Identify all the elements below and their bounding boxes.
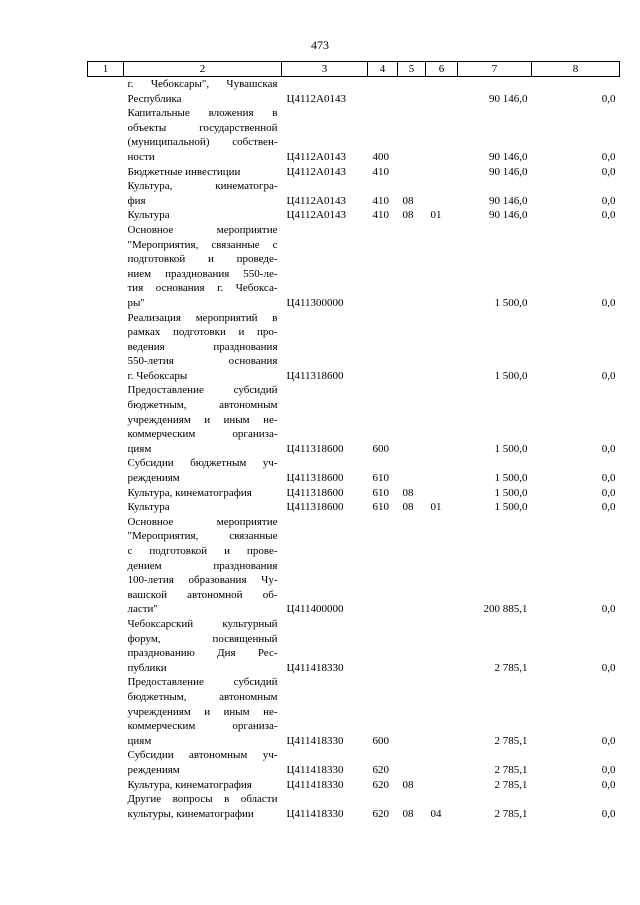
name-line: ведения празднования bbox=[127, 340, 278, 353]
table-header bbox=[88, 62, 620, 77]
cell-code: Ц411418330 bbox=[286, 778, 344, 791]
name-line: коммерческим организа- bbox=[127, 428, 278, 441]
name-line: Предоставление субсидий bbox=[127, 676, 278, 689]
name-line: нием празднования 550-ле- bbox=[127, 267, 278, 280]
cell-empty bbox=[88, 486, 124, 501]
cell-code: Ц4112А0143 bbox=[286, 194, 346, 207]
name-line: Бюджетные инвестиции bbox=[127, 165, 241, 178]
cell-pr: 01 bbox=[430, 209, 442, 222]
cell-vr: 610 bbox=[372, 501, 389, 514]
cell-pr bbox=[426, 165, 458, 180]
cell-name bbox=[124, 486, 282, 501]
cell-empty bbox=[88, 500, 124, 515]
name-line: с подготовкой и прове- bbox=[127, 545, 278, 557]
cell-name bbox=[124, 778, 282, 793]
table-row bbox=[88, 617, 620, 675]
cell-pr: 01 bbox=[430, 501, 442, 514]
cell-empty bbox=[88, 165, 124, 180]
cell-rz: 08 bbox=[402, 194, 414, 207]
budget-table bbox=[87, 61, 620, 821]
cell-pr bbox=[426, 106, 458, 164]
cell-rz bbox=[398, 165, 426, 180]
cell-empty bbox=[88, 311, 124, 384]
table-row bbox=[88, 179, 620, 208]
cell-vr bbox=[368, 311, 398, 384]
name-line: Другие вопросы в области bbox=[127, 793, 278, 806]
cell-name bbox=[124, 383, 282, 456]
name-line: циям bbox=[127, 442, 152, 455]
cell-empty bbox=[88, 208, 124, 223]
cell-rz: 08 bbox=[402, 486, 414, 499]
cell-pr bbox=[426, 383, 458, 456]
cell-sum-2: 0,0 bbox=[601, 150, 616, 163]
cell-vr: 620 bbox=[372, 807, 389, 820]
cell-empty bbox=[88, 792, 124, 821]
cell-pr bbox=[426, 515, 458, 617]
table-row bbox=[88, 106, 620, 164]
cell-sum-2: 0,0 bbox=[601, 442, 616, 455]
cell-code: Ц411400000 bbox=[286, 603, 344, 616]
name-line: дением празднования bbox=[127, 559, 278, 572]
cell-pr bbox=[426, 456, 458, 485]
column-header: 6 bbox=[426, 62, 458, 77]
name-line: коммерческим организа- bbox=[127, 720, 278, 733]
cell-vr: 400 bbox=[372, 150, 389, 163]
cell-name bbox=[124, 223, 282, 311]
cell-code: Ц4112А0143 bbox=[286, 209, 346, 222]
cell-empty bbox=[88, 617, 124, 675]
name-line: бюджетным, автономным bbox=[127, 690, 278, 703]
column-header: 3 bbox=[282, 62, 368, 77]
cell-sum-2: 0,0 bbox=[601, 472, 616, 485]
cell-vr: 620 bbox=[372, 778, 389, 791]
cell-code: Ц411318600 bbox=[286, 369, 344, 382]
name-line: публики bbox=[127, 661, 167, 674]
cell-rz: 08 bbox=[402, 778, 414, 791]
cell-sum-2: 0,0 bbox=[601, 603, 616, 616]
cell-code: Ц411418330 bbox=[286, 807, 344, 820]
cell-empty bbox=[88, 675, 124, 748]
name-line: учреждениям и иным не- bbox=[127, 705, 278, 718]
name-line: (муниципальной) собствен- bbox=[127, 136, 278, 149]
cell-sum-1: 2 785,1 bbox=[494, 763, 528, 776]
name-line: циям bbox=[127, 734, 152, 747]
cell-vr bbox=[368, 515, 398, 617]
cell-code: Ц411418330 bbox=[286, 763, 344, 776]
name-line: вашской автономной об- bbox=[127, 588, 278, 601]
name-line: Культура, кинематография bbox=[127, 486, 252, 499]
cell-sum-1: 90 146,0 bbox=[489, 92, 528, 105]
cell-sum-1: 1 500,0 bbox=[494, 501, 528, 514]
cell-code: Ц411318600 bbox=[286, 501, 344, 514]
name-line: ласти" bbox=[127, 603, 158, 616]
cell-code: Ц4112А0143 bbox=[286, 92, 346, 105]
name-line: учреждениям и иным не- bbox=[127, 413, 278, 426]
cell-sum-1: 90 146,0 bbox=[489, 150, 528, 163]
cell-code: Ц411300000 bbox=[286, 296, 344, 309]
cell-name bbox=[124, 515, 282, 617]
cell-code: Ц411318600 bbox=[286, 472, 344, 485]
cell-sum-1: 2 785,1 bbox=[494, 807, 528, 820]
table-row bbox=[88, 778, 620, 793]
cell-pr bbox=[426, 311, 458, 384]
cell-name bbox=[124, 311, 282, 384]
cell-empty bbox=[88, 778, 124, 793]
table-row bbox=[88, 486, 620, 501]
cell-code: Ц411418330 bbox=[286, 734, 344, 747]
cell-sum-2: 0,0 bbox=[601, 763, 616, 776]
table-row bbox=[88, 500, 620, 515]
cell-empty bbox=[88, 748, 124, 777]
cell-name bbox=[124, 179, 282, 208]
cell-rz bbox=[398, 675, 426, 748]
cell-sum-2: 0,0 bbox=[601, 734, 616, 747]
name-line: г. Чебоксары", Чувашская bbox=[127, 78, 278, 90]
name-line: Реализация мероприятий в bbox=[127, 311, 278, 324]
cell-rz bbox=[398, 77, 426, 107]
cell-sum-2: 0,0 bbox=[601, 778, 616, 791]
name-line: 550-летия основания bbox=[127, 355, 278, 368]
table-row bbox=[88, 208, 620, 223]
cell-sum-2: 0,0 bbox=[601, 369, 616, 382]
column-header: 1 bbox=[88, 62, 124, 77]
name-line: бюджетным, автономным bbox=[127, 399, 278, 412]
column-header: 7 bbox=[458, 62, 532, 77]
cell-sum-1: 2 785,1 bbox=[494, 661, 528, 674]
cell-rz: 08 bbox=[402, 501, 414, 514]
cell-sum-1: 90 146,0 bbox=[489, 209, 528, 222]
cell-empty bbox=[88, 223, 124, 311]
table-row bbox=[88, 456, 620, 485]
table-row bbox=[88, 675, 620, 748]
name-line: Культура, кинематография bbox=[127, 778, 252, 791]
table-row bbox=[88, 311, 620, 384]
page-number: 473 bbox=[311, 38, 329, 52]
cell-name bbox=[124, 792, 282, 821]
name-line: культуры, кинематографии bbox=[127, 807, 254, 820]
table-row bbox=[88, 748, 620, 777]
name-line: объекты государственной bbox=[127, 121, 278, 134]
name-line: Субсидии бюджетным уч- bbox=[127, 457, 278, 470]
cell-name bbox=[124, 208, 282, 223]
name-line: реждениям bbox=[127, 763, 180, 776]
cell-sum-1: 1 500,0 bbox=[494, 472, 528, 485]
cell-code: Ц411318600 bbox=[286, 486, 344, 499]
cell-empty bbox=[88, 106, 124, 164]
cell-rz bbox=[398, 748, 426, 777]
name-line: Чебоксарский культурный bbox=[127, 617, 278, 630]
cell-name bbox=[124, 675, 282, 748]
cell-vr bbox=[368, 77, 398, 107]
cell-sum-2: 0,0 bbox=[601, 92, 616, 105]
cell-vr: 600 bbox=[372, 734, 389, 747]
cell-rz bbox=[398, 106, 426, 164]
cell-sum-2: 0,0 bbox=[601, 194, 616, 207]
cell-name bbox=[124, 456, 282, 485]
table-row bbox=[88, 515, 620, 617]
header-row bbox=[88, 62, 620, 77]
cell-rz bbox=[398, 515, 426, 617]
cell-rz bbox=[398, 311, 426, 384]
name-line: ности bbox=[127, 150, 155, 163]
cell-vr bbox=[368, 617, 398, 675]
cell-sum-1: 200 885,1 bbox=[483, 603, 528, 616]
cell-code: Ц411418330 bbox=[286, 661, 344, 674]
name-line: тия основания г. Чебокса- bbox=[127, 282, 278, 295]
cell-name bbox=[124, 748, 282, 777]
name-line: Культура bbox=[127, 209, 170, 222]
cell-rz bbox=[398, 383, 426, 456]
cell-sum-2: 0,0 bbox=[601, 807, 616, 820]
cell-name bbox=[124, 106, 282, 164]
cell-pr bbox=[426, 223, 458, 311]
cell-sum-2: 0,0 bbox=[601, 661, 616, 674]
cell-rz: 08 bbox=[402, 807, 414, 820]
name-line: Основное мероприятие bbox=[127, 515, 278, 528]
cell-pr bbox=[426, 77, 458, 107]
column-header: 2 bbox=[124, 62, 282, 77]
cell-empty bbox=[88, 77, 124, 107]
cell-pr: 04 bbox=[430, 807, 442, 820]
column-header: 8 bbox=[532, 62, 620, 77]
table-row bbox=[88, 165, 620, 180]
cell-code: Ц411318600 bbox=[286, 442, 344, 455]
name-line: "Мероприятия, связанные bbox=[127, 530, 278, 543]
cell-vr: 610 bbox=[372, 472, 389, 485]
name-line: ры" bbox=[127, 296, 145, 309]
cell-name bbox=[124, 617, 282, 675]
cell-pr bbox=[426, 778, 458, 793]
cell-sum-2: 0,0 bbox=[601, 209, 616, 222]
name-line: Предоставление субсидий bbox=[127, 384, 278, 397]
name-line: подготовкой и проведе- bbox=[127, 253, 278, 266]
cell-vr: 610 bbox=[372, 486, 389, 499]
cell-sum-1: 90 146,0 bbox=[489, 165, 528, 178]
cell-sum-1: 1 500,0 bbox=[494, 296, 528, 309]
name-line: г. Чебоксары bbox=[127, 369, 188, 382]
cell-code: Ц4112А0143 bbox=[286, 150, 346, 163]
name-line: 100-летия образования Чу- bbox=[127, 574, 278, 587]
cell-vr: 410 bbox=[372, 209, 389, 222]
cell-sum-1: 1 500,0 bbox=[494, 486, 528, 499]
name-line: Культура, кинематогра- bbox=[127, 180, 278, 193]
table-body bbox=[88, 77, 620, 822]
name-line: реждениям bbox=[127, 472, 180, 485]
cell-rz: 08 bbox=[402, 209, 414, 222]
cell-sum-1: 2 785,1 bbox=[494, 734, 528, 747]
cell-empty bbox=[88, 515, 124, 617]
name-line: Капитальные вложения в bbox=[127, 107, 278, 120]
cell-name bbox=[124, 77, 282, 107]
cell-sum-1: 90 146,0 bbox=[489, 194, 528, 207]
cell-vr bbox=[368, 223, 398, 311]
table-row bbox=[88, 792, 620, 821]
table-row bbox=[88, 77, 620, 107]
name-line: Культура bbox=[127, 501, 170, 514]
cell-pr bbox=[426, 486, 458, 501]
cell-name bbox=[124, 500, 282, 515]
cell-vr: 600 bbox=[372, 442, 389, 455]
cell-sum-1: 1 500,0 bbox=[494, 369, 528, 382]
cell-rz bbox=[398, 223, 426, 311]
cell-sum-2: 0,0 bbox=[601, 486, 616, 499]
column-header: 5 bbox=[398, 62, 426, 77]
cell-vr: 410 bbox=[372, 165, 389, 178]
name-line: рамках подготовки и про- bbox=[127, 326, 278, 339]
cell-vr: 410 bbox=[372, 194, 389, 207]
name-line: Основное мероприятие bbox=[127, 223, 278, 236]
cell-rz bbox=[398, 456, 426, 485]
name-line: фия bbox=[127, 194, 146, 207]
cell-rz bbox=[398, 617, 426, 675]
table-row bbox=[88, 223, 620, 311]
name-line: Субсидии автономным уч- bbox=[127, 749, 278, 762]
cell-code: Ц4112А0143 bbox=[286, 165, 346, 178]
table-row bbox=[88, 383, 620, 456]
column-header: 4 bbox=[368, 62, 398, 77]
cell-empty bbox=[88, 383, 124, 456]
name-line: празднованию Дня Рес- bbox=[127, 647, 278, 660]
cell-empty bbox=[88, 456, 124, 485]
cell-sum-2: 0,0 bbox=[601, 296, 616, 309]
name-line: Республика bbox=[127, 92, 182, 105]
cell-empty bbox=[88, 179, 124, 208]
cell-name bbox=[124, 165, 282, 180]
name-line: форум, посвященный bbox=[127, 632, 278, 645]
cell-sum-2: 0,0 bbox=[601, 501, 616, 514]
cell-pr bbox=[426, 179, 458, 208]
cell-pr bbox=[426, 748, 458, 777]
cell-vr: 620 bbox=[372, 763, 389, 776]
cell-pr bbox=[426, 617, 458, 675]
cell-pr bbox=[426, 675, 458, 748]
cell-sum-1: 1 500,0 bbox=[494, 442, 528, 455]
name-line: "Мероприятия, связанные с bbox=[127, 238, 278, 251]
cell-sum-2: 0,0 bbox=[601, 165, 616, 178]
cell-sum-1: 2 785,1 bbox=[494, 778, 528, 791]
